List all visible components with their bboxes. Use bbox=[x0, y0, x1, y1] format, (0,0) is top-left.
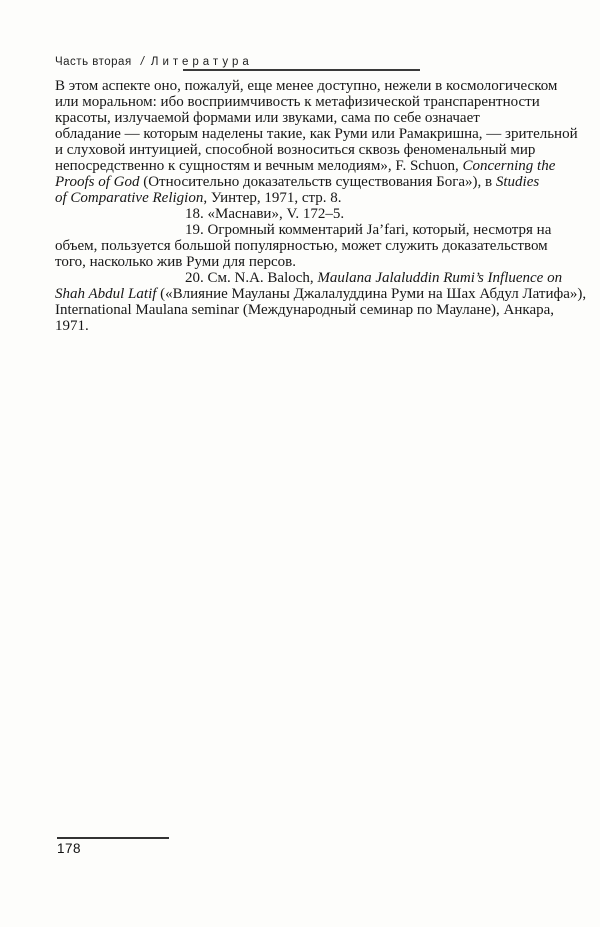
text-line bbox=[55, 190, 549, 206]
text-segment: , Уинтер, 1971, стр. 8. bbox=[203, 190, 342, 206]
text-line bbox=[55, 318, 549, 334]
italic-text-segment: Shah Abdul Latif bbox=[55, 286, 157, 302]
text-line bbox=[55, 94, 549, 110]
text-segment: и слуховой интуицией, способной возноситься сквозь феноменальный мир bbox=[55, 142, 536, 158]
page-body-text bbox=[55, 78, 587, 334]
text-segment: 19. Огромный комментарий Ja’fari, который, несмотря на bbox=[185, 222, 552, 238]
italic-text-segment: Maulana Jalaluddin Rumi’s Influence on bbox=[317, 270, 563, 286]
text-segment: International Maulana seminar (Международный семинар по Маулане), Анкара, bbox=[55, 302, 555, 318]
text-segment: обладание — которым наделены такие, как Руми или Рамакришна, — зрительной bbox=[55, 126, 578, 142]
text-line bbox=[55, 286, 587, 302]
text-segment: 20. См. N.A. Baloch, bbox=[185, 270, 318, 286]
text-line bbox=[55, 222, 552, 238]
text-segment: красоты, излучаемой формами или звуками, сама по себе означает bbox=[55, 110, 480, 126]
italic-text-segment: Proofs of God bbox=[55, 174, 140, 190]
text-segment: или моральном: ибо восприимчивость к метафизической транспарентности bbox=[55, 94, 540, 110]
text-line bbox=[55, 174, 549, 190]
text-line bbox=[55, 142, 549, 158]
header-separator: / bbox=[140, 56, 144, 68]
text-line bbox=[55, 254, 549, 270]
text-line bbox=[55, 110, 549, 126]
text-segment: (Относительно доказательств существования Бога»), в bbox=[139, 174, 496, 190]
italic-text-segment: Studies bbox=[495, 174, 540, 190]
text-segment: В этом аспекте оно, пожалуй, еще менее доступно, нежели в космологическом bbox=[55, 78, 558, 94]
running-header bbox=[55, 56, 253, 68]
text-segment: непосредственно к сущностям и вечным мелодиям», F. Schuon, bbox=[55, 158, 463, 174]
text-segment: 18. «Маснави», V. 172–5. bbox=[185, 206, 345, 222]
italic-text-segment: Concerning the bbox=[462, 158, 556, 174]
footer-rule bbox=[57, 837, 169, 839]
header-part-label: Часть вторая bbox=[55, 56, 132, 68]
text-segment: («Влияние Мауланы Джалалуддина Руми на Шах Абдул Латифа»), bbox=[156, 286, 587, 302]
text-line bbox=[55, 78, 558, 94]
text-segment: того, насколько жив Руми для персов. bbox=[55, 254, 296, 270]
text-line bbox=[55, 238, 549, 254]
page-number: 178 bbox=[57, 841, 82, 856]
header-section-label: Литература bbox=[150, 56, 253, 68]
text-line bbox=[55, 126, 578, 142]
text-line bbox=[55, 270, 563, 286]
text-line bbox=[55, 302, 555, 318]
text-line bbox=[55, 158, 556, 174]
italic-text-segment: of Comparative Religion bbox=[55, 190, 204, 206]
header-rule bbox=[183, 69, 420, 71]
text-segment: объем, пользуется большой популярностью, может служить доказательством bbox=[55, 238, 548, 254]
text-segment: 1971. bbox=[55, 318, 89, 334]
text-line bbox=[55, 206, 549, 222]
